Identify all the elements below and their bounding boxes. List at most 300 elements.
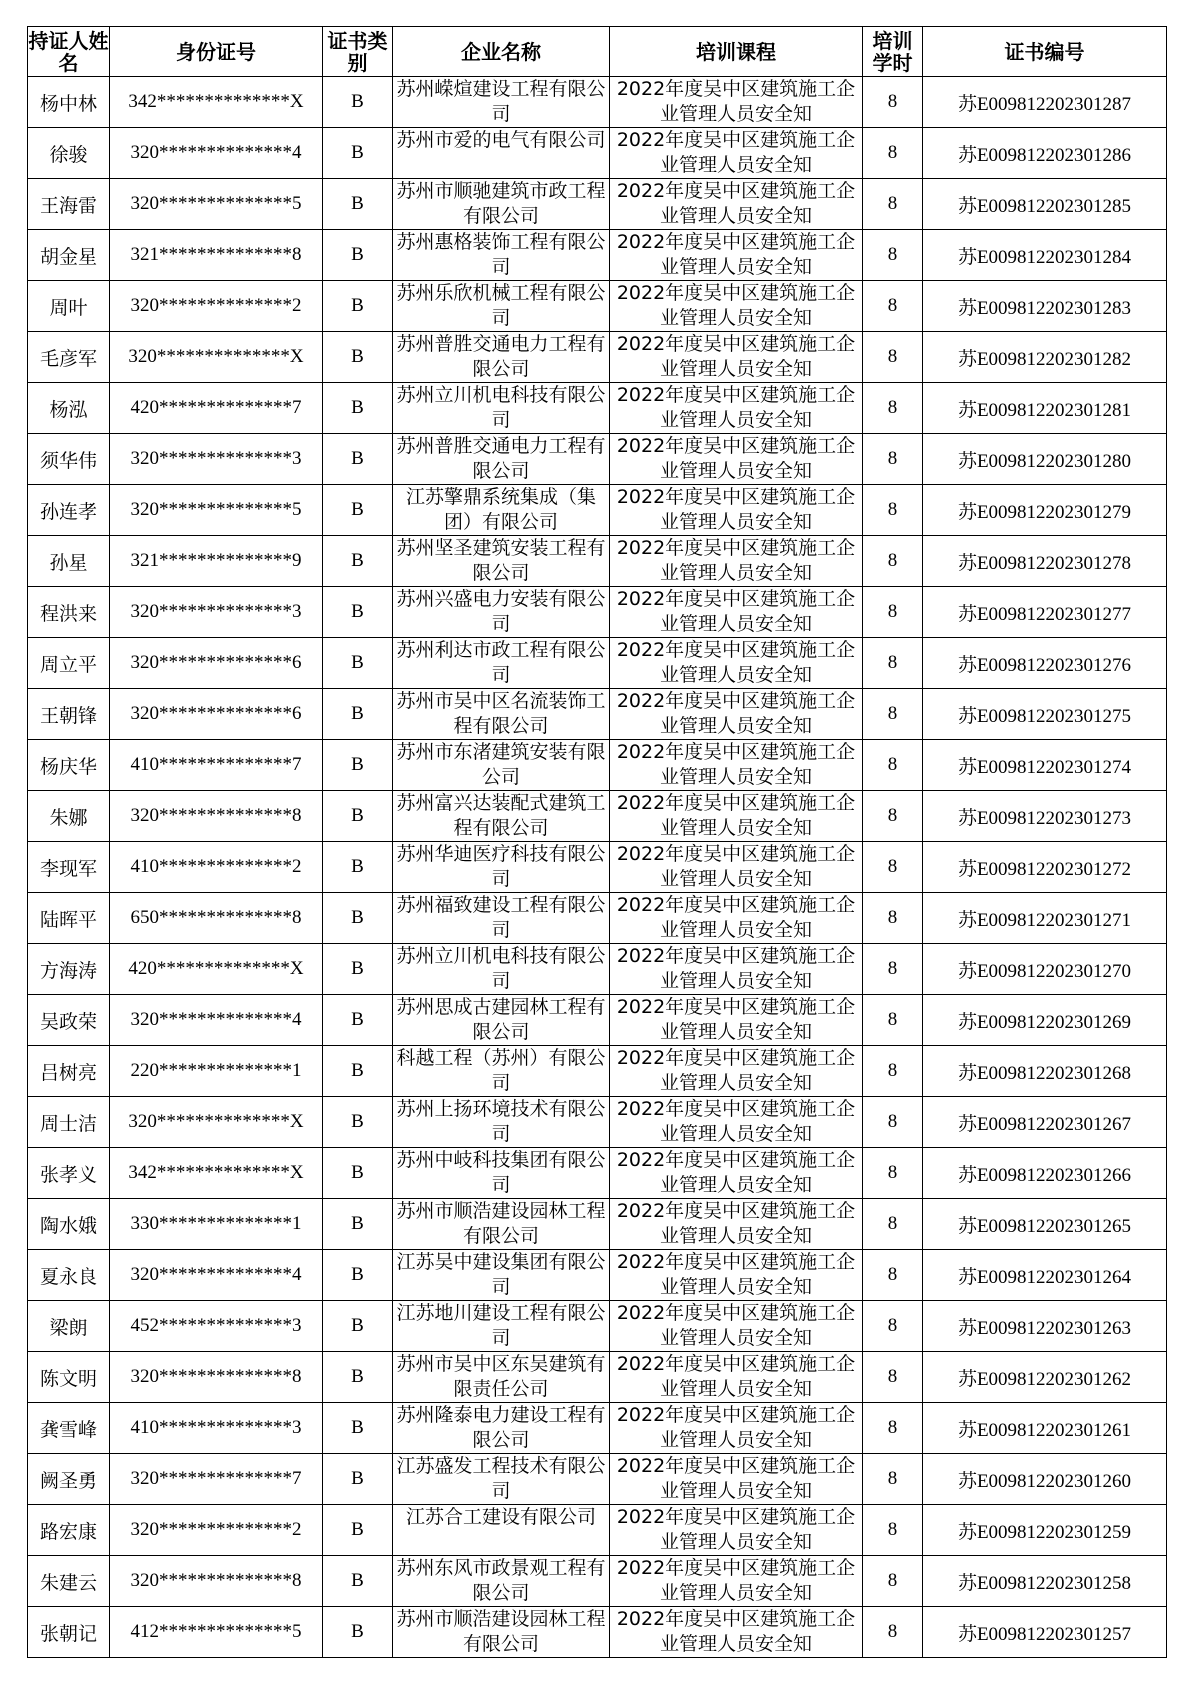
company-name: 苏州利达市政工程有限公司 <box>396 639 606 686</box>
cert-prefix: 苏 <box>957 602 977 625</box>
company-cell <box>393 1352 610 1403</box>
table-row <box>28 383 1167 434</box>
cert-type-cell: B <box>323 689 393 740</box>
hours-cell: 8 <box>863 485 923 536</box>
table-row <box>28 1250 1167 1301</box>
cert-prefix: 苏 <box>957 1316 977 1339</box>
cert-number-cell <box>923 1454 1167 1505</box>
id-number-cell: 320**************8 <box>110 1556 323 1607</box>
company-cell <box>393 434 610 485</box>
cert-number-cell <box>923 77 1167 128</box>
hours-cell: 8 <box>863 1505 923 1556</box>
company-name: 苏州富兴达装配式建筑工程有限公司 <box>396 792 606 839</box>
hours-cell: 8 <box>863 1607 923 1658</box>
cert-prefix: 苏 <box>957 1265 977 1288</box>
course-cell <box>610 128 863 179</box>
table-row <box>28 944 1167 995</box>
table-row <box>28 434 1167 485</box>
company-cell <box>393 740 610 791</box>
header-holder-name: 持证人姓名 <box>28 28 109 75</box>
company-cell <box>393 383 610 434</box>
id-number-cell: 320**************2 <box>110 281 323 332</box>
course-name: 2022年度吴中区建筑施工企业管理人员安全知 <box>616 282 856 329</box>
course-cell <box>610 434 863 485</box>
cert-type-cell: B <box>323 383 393 434</box>
cert-type-cell: B <box>323 1301 393 1352</box>
course-cell <box>610 1046 863 1097</box>
cert-prefix: 苏 <box>957 1469 977 1492</box>
cert-code: E009812202301282 <box>976 348 1132 370</box>
table-row <box>28 1352 1167 1403</box>
header-cert-type: 证书类别 <box>323 27 393 77</box>
cert-number-cell <box>923 485 1167 536</box>
company-name: 苏州立川机电科技有限公司 <box>396 945 606 992</box>
course-cell <box>610 638 863 689</box>
cert-number-cell <box>923 944 1167 995</box>
company-cell <box>393 893 610 944</box>
cert-prefix: 苏 <box>957 347 977 370</box>
hours-cell: 8 <box>863 638 923 689</box>
cert-prefix: 苏 <box>957 1112 977 1135</box>
header-row <box>28 27 1167 77</box>
cert-type-cell: B <box>323 1199 393 1250</box>
course-cell <box>610 1505 863 1556</box>
cert-code: E009812202301274 <box>976 756 1132 778</box>
id-number-cell: 320**************5 <box>110 179 323 230</box>
id-number-cell: 320**************5 <box>110 485 323 536</box>
company-cell <box>393 1301 610 1352</box>
hours-cell: 8 <box>863 1097 923 1148</box>
company-cell <box>393 485 610 536</box>
cert-number-cell <box>923 230 1167 281</box>
course-cell <box>610 536 863 587</box>
course-cell <box>610 1607 863 1658</box>
cert-code: E009812202301287 <box>976 93 1132 115</box>
hours-cell: 8 <box>863 791 923 842</box>
id-number-cell: 452**************3 <box>110 1301 323 1352</box>
course-cell <box>610 893 863 944</box>
course-cell <box>610 1148 863 1199</box>
cert-prefix: 苏 <box>957 398 977 421</box>
cert-type-cell: B <box>323 1454 393 1505</box>
header-id-number: 身份证号 <box>110 27 323 77</box>
hours-cell: 8 <box>863 842 923 893</box>
holder-name-cell: 吴政荣 <box>28 995 110 1046</box>
company-cell <box>393 1046 610 1097</box>
cert-prefix: 苏 <box>957 1418 977 1441</box>
cert-type-cell: B <box>323 332 393 383</box>
cert-number-cell <box>923 740 1167 791</box>
hours-cell: 8 <box>863 230 923 281</box>
company-cell <box>393 128 610 179</box>
hours-cell: 8 <box>863 1352 923 1403</box>
cert-code: E009812202301278 <box>976 552 1132 574</box>
cert-code: E009812202301277 <box>976 603 1132 625</box>
company-cell <box>393 995 610 1046</box>
hours-cell: 8 <box>863 281 923 332</box>
cert-number-cell <box>923 638 1167 689</box>
holder-name-cell: 阙圣勇 <box>28 1454 110 1505</box>
id-number-cell: 320**************X <box>110 1097 323 1148</box>
holder-name-cell: 胡金星 <box>28 230 110 281</box>
holder-name-cell: 梁朗 <box>28 1301 110 1352</box>
cert-prefix: 苏 <box>957 857 977 880</box>
holder-name-cell: 李现军 <box>28 842 110 893</box>
table-body <box>28 77 1167 1658</box>
hours-cell: 8 <box>863 383 923 434</box>
cert-number-cell <box>923 893 1167 944</box>
course-name: 2022年度吴中区建筑施工企业管理人员安全知 <box>616 333 856 380</box>
course-name: 2022年度吴中区建筑施工企业管理人员安全知 <box>616 1149 856 1196</box>
hours-cell: 8 <box>863 689 923 740</box>
table-row <box>28 995 1167 1046</box>
id-number-cell: 330**************1 <box>110 1199 323 1250</box>
hours-cell: 8 <box>863 740 923 791</box>
id-number-cell: 410**************3 <box>110 1403 323 1454</box>
id-number-cell: 320**************4 <box>110 128 323 179</box>
course-name: 2022年度吴中区建筑施工企业管理人员安全知 <box>616 843 856 890</box>
company-cell <box>393 1403 610 1454</box>
hours-cell: 8 <box>863 1046 923 1097</box>
company-cell <box>393 587 610 638</box>
cert-type-cell: B <box>323 434 393 485</box>
company-name: 江苏吴中建设集团有限公司 <box>396 1251 606 1298</box>
cert-prefix: 苏 <box>957 653 977 676</box>
course-cell <box>610 281 863 332</box>
course-name: 2022年度吴中区建筑施工企业管理人员安全知 <box>616 1455 856 1502</box>
course-name: 2022年度吴中区建筑施工企业管理人员安全知 <box>616 1200 856 1247</box>
course-cell <box>610 944 863 995</box>
course-name: 2022年度吴中区建筑施工企业管理人员安全知 <box>616 894 856 941</box>
cert-code: E009812202301270 <box>976 960 1132 982</box>
cert-prefix: 苏 <box>957 500 977 523</box>
table-row <box>28 1046 1167 1097</box>
course-name: 2022年度吴中区建筑施工企业管理人员安全知 <box>616 78 856 125</box>
company-name: 苏州嵘煊建设工程有限公司 <box>396 78 606 125</box>
course-cell <box>610 995 863 1046</box>
cert-type-cell: B <box>323 1046 393 1097</box>
cert-type-cell: B <box>323 77 393 128</box>
cert-code: E009812202301275 <box>976 705 1132 727</box>
holder-name-cell: 陆晖平 <box>28 893 110 944</box>
table-row <box>28 893 1167 944</box>
cert-code: E009812202301285 <box>976 195 1132 217</box>
course-cell <box>610 842 863 893</box>
cert-code: E009812202301259 <box>976 1521 1132 1543</box>
id-number-cell: 410**************2 <box>110 842 323 893</box>
table-row <box>28 1148 1167 1199</box>
company-name: 苏州中岐科技集团有限公司 <box>396 1149 606 1196</box>
cert-number-cell <box>923 128 1167 179</box>
holder-name-cell: 朱建云 <box>28 1556 110 1607</box>
hours-cell: 8 <box>863 1199 923 1250</box>
course-name: 2022年度吴中区建筑施工企业管理人员安全知 <box>616 1506 856 1553</box>
company-name: 苏州市顺驰建筑市政工程有限公司 <box>396 180 606 227</box>
id-number-cell: 320**************8 <box>110 1352 323 1403</box>
cert-number-cell <box>923 179 1167 230</box>
company-cell <box>393 689 610 740</box>
cert-code: E009812202301286 <box>976 144 1132 166</box>
company-cell <box>393 77 610 128</box>
cert-prefix: 苏 <box>957 194 977 217</box>
holder-name-cell: 王海雷 <box>28 179 110 230</box>
cert-type-cell: B <box>323 128 393 179</box>
company-name: 苏州市吴中区名流装饰工程有限公司 <box>396 690 606 737</box>
company-cell <box>393 536 610 587</box>
id-number-cell: 420**************7 <box>110 383 323 434</box>
id-number-cell: 320**************3 <box>110 587 323 638</box>
company-cell <box>393 1556 610 1607</box>
company-name: 苏州市吴中区东吴建筑有限责任公司 <box>396 1353 606 1400</box>
id-number-cell: 320**************X <box>110 332 323 383</box>
id-number-cell: 320**************4 <box>110 995 323 1046</box>
cert-type-cell: B <box>323 995 393 1046</box>
cert-prefix: 苏 <box>957 704 977 727</box>
course-name: 2022年度吴中区建筑施工企业管理人员安全知 <box>616 537 856 584</box>
company-name: 江苏擎鼎系统集成（集团）有限公司 <box>405 486 596 533</box>
company-name: 苏州隆泰电力建设工程有限公司 <box>396 1404 606 1451</box>
cert-prefix: 苏 <box>957 1010 977 1033</box>
course-cell <box>610 1454 863 1505</box>
id-number-cell: 321**************9 <box>110 536 323 587</box>
holder-name-cell: 路宏康 <box>28 1505 110 1556</box>
header-course: 培训课程 <box>610 27 863 77</box>
holder-name-cell: 龚雪峰 <box>28 1403 110 1454</box>
cert-type-cell: B <box>323 893 393 944</box>
holder-name-cell: 周士洁 <box>28 1097 110 1148</box>
cert-code: E009812202301280 <box>976 450 1132 472</box>
cert-number-cell <box>923 689 1167 740</box>
table-row <box>28 740 1167 791</box>
cert-type-cell: B <box>323 1403 393 1454</box>
table-row <box>28 1403 1167 1454</box>
company-cell <box>393 1148 610 1199</box>
cert-number-cell <box>923 1556 1167 1607</box>
company-name: 苏州上扬环境技术有限公司 <box>396 1098 606 1145</box>
cert-prefix: 苏 <box>957 92 977 115</box>
table-row <box>28 689 1167 740</box>
course-name: 2022年度吴中区建筑施工企业管理人员安全知 <box>616 588 856 635</box>
table-row <box>28 536 1167 587</box>
company-name: 苏州市顺浩建设园林工程有限公司 <box>396 1200 606 1247</box>
course-cell <box>610 1556 863 1607</box>
cert-prefix: 苏 <box>957 1571 977 1594</box>
table-row <box>28 128 1167 179</box>
holder-name-cell: 孙星 <box>28 536 110 587</box>
company-cell <box>393 179 610 230</box>
cert-number-cell <box>923 587 1167 638</box>
cert-prefix: 苏 <box>957 908 977 931</box>
company-name: 苏州普胜交通电力工程有限公司 <box>396 435 606 482</box>
course-cell <box>610 587 863 638</box>
company-name: 江苏合工建设有限公司 <box>405 1506 596 1528</box>
cert-prefix: 苏 <box>957 296 977 319</box>
cert-code: E009812202301268 <box>976 1062 1132 1084</box>
holder-name-cell: 方海涛 <box>28 944 110 995</box>
company-name: 苏州坚圣建筑安装工程有限公司 <box>396 537 606 584</box>
cert-prefix: 苏 <box>957 806 977 829</box>
course-cell <box>610 1097 863 1148</box>
hours-cell: 8 <box>863 995 923 1046</box>
course-name: 2022年度吴中区建筑施工企业管理人员安全知 <box>616 945 856 992</box>
cert-code: E009812202301257 <box>976 1623 1132 1645</box>
company-cell <box>393 638 610 689</box>
cert-code: E009812202301258 <box>976 1572 1132 1594</box>
hours-cell: 8 <box>863 1301 923 1352</box>
hours-cell: 8 <box>863 1250 923 1301</box>
id-number-cell: 650**************8 <box>110 893 323 944</box>
course-name: 2022年度吴中区建筑施工企业管理人员安全知 <box>616 1608 856 1655</box>
cert-code: E009812202301262 <box>976 1368 1132 1390</box>
company-name: 苏州东风市政景观工程有限公司 <box>396 1557 606 1604</box>
course-name: 2022年度吴中区建筑施工企业管理人员安全知 <box>616 231 856 278</box>
course-name: 2022年度吴中区建筑施工企业管理人员安全知 <box>616 1098 856 1145</box>
company-name: 苏州立川机电科技有限公司 <box>396 384 606 431</box>
id-number-cell: 320**************7 <box>110 1454 323 1505</box>
course-cell <box>610 485 863 536</box>
holder-name-cell: 朱娜 <box>28 791 110 842</box>
cert-prefix: 苏 <box>957 1061 977 1084</box>
holder-name-cell: 陶水娥 <box>28 1199 110 1250</box>
cert-code: E009812202301283 <box>976 297 1132 319</box>
hours-cell: 8 <box>863 944 923 995</box>
course-cell <box>610 689 863 740</box>
id-number-cell: 420**************X <box>110 944 323 995</box>
course-cell <box>610 332 863 383</box>
company-name: 苏州市东渚建筑安装有限公司 <box>396 741 606 788</box>
hours-cell: 8 <box>863 434 923 485</box>
company-name: 苏州市爱的电气有限公司 <box>396 129 606 151</box>
course-cell <box>610 791 863 842</box>
cert-type-cell: B <box>323 1148 393 1199</box>
holder-name-cell: 毛彦军 <box>28 332 110 383</box>
table-row <box>28 281 1167 332</box>
hours-cell: 8 <box>863 1556 923 1607</box>
company-cell <box>393 944 610 995</box>
cert-number-cell <box>923 1148 1167 1199</box>
id-number-cell: 320**************8 <box>110 791 323 842</box>
course-name: 2022年度吴中区建筑施工企业管理人员安全知 <box>616 1251 856 1298</box>
cert-number-cell <box>923 1046 1167 1097</box>
company-name: 苏州思成古建园林工程有限公司 <box>396 996 606 1043</box>
holder-name-cell: 程洪来 <box>28 587 110 638</box>
cert-prefix: 苏 <box>957 551 977 574</box>
id-number-cell: 220**************1 <box>110 1046 323 1097</box>
cert-code: E009812202301269 <box>976 1011 1132 1033</box>
cert-code: E009812202301273 <box>976 807 1132 829</box>
hours-cell: 8 <box>863 1403 923 1454</box>
id-number-cell: 320**************4 <box>110 1250 323 1301</box>
course-cell <box>610 1199 863 1250</box>
holder-name-cell: 张朝记 <box>28 1607 110 1658</box>
company-name: 苏州乐欣机械工程有限公司 <box>396 282 606 329</box>
cert-number-cell <box>923 842 1167 893</box>
cert-type-cell: B <box>323 1607 393 1658</box>
cert-prefix: 苏 <box>957 1367 977 1390</box>
course-name: 2022年度吴中区建筑施工企业管理人员安全知 <box>616 1353 856 1400</box>
cert-number-cell <box>923 281 1167 332</box>
cert-type-cell: B <box>323 179 393 230</box>
cert-code: E009812202301284 <box>976 246 1132 268</box>
company-cell <box>393 1607 610 1658</box>
cert-number-cell <box>923 536 1167 587</box>
cert-number-cell <box>923 791 1167 842</box>
certificate-table <box>27 26 1167 1658</box>
hours-cell: 8 <box>863 77 923 128</box>
cert-type-cell: B <box>323 1250 393 1301</box>
holder-name-cell: 吕树亮 <box>28 1046 110 1097</box>
cert-code: E009812202301261 <box>976 1419 1132 1441</box>
id-number-cell: 412**************5 <box>110 1607 323 1658</box>
course-cell <box>610 230 863 281</box>
holder-name-cell: 周叶 <box>28 281 110 332</box>
cert-type-cell: B <box>323 1556 393 1607</box>
table-row <box>28 1607 1167 1658</box>
course-cell <box>610 383 863 434</box>
cert-prefix: 苏 <box>957 1622 977 1645</box>
cert-type-cell: B <box>323 485 393 536</box>
id-number-cell: 342**************X <box>110 1148 323 1199</box>
cert-number-cell <box>923 1352 1167 1403</box>
cert-number-cell <box>923 1301 1167 1352</box>
company-cell <box>393 281 610 332</box>
cert-type-cell: B <box>323 281 393 332</box>
cert-number-cell <box>923 434 1167 485</box>
company-name: 苏州福致建设工程有限公司 <box>396 894 606 941</box>
table-row <box>28 179 1167 230</box>
course-name: 2022年度吴中区建筑施工企业管理人员安全知 <box>616 384 856 431</box>
header-hours: 培训学时 <box>863 27 923 77</box>
id-number-cell: 321**************8 <box>110 230 323 281</box>
table-row <box>28 1556 1167 1607</box>
cert-type-cell: B <box>323 740 393 791</box>
cert-number-cell <box>923 995 1167 1046</box>
cert-code: E009812202301279 <box>976 501 1132 523</box>
course-cell <box>610 740 863 791</box>
cert-type-cell: B <box>323 944 393 995</box>
table-row <box>28 1505 1167 1556</box>
cert-code: E009812202301264 <box>976 1266 1132 1288</box>
cert-prefix: 苏 <box>957 1163 977 1186</box>
cert-type-cell: B <box>323 1505 393 1556</box>
cert-number-cell <box>923 1097 1167 1148</box>
company-cell <box>393 230 610 281</box>
cert-code: E009812202301276 <box>976 654 1132 676</box>
cert-number-cell <box>923 1607 1167 1658</box>
holder-name-cell: 杨泓 <box>28 383 110 434</box>
id-number-cell: 410**************7 <box>110 740 323 791</box>
company-cell <box>393 1454 610 1505</box>
company-name: 苏州市顺浩建设园林工程有限公司 <box>396 1608 606 1655</box>
course-name: 2022年度吴中区建筑施工企业管理人员安全知 <box>616 996 856 1043</box>
cert-prefix: 苏 <box>957 143 977 166</box>
header-cert-number: 证书编号 <box>923 27 1167 77</box>
cert-code: E009812202301263 <box>976 1317 1132 1339</box>
course-cell <box>610 77 863 128</box>
cert-number-cell <box>923 1199 1167 1250</box>
company-name: 江苏地川建设工程有限公司 <box>396 1302 606 1349</box>
cert-prefix: 苏 <box>957 755 977 778</box>
table-row <box>28 485 1167 536</box>
company-cell <box>393 1097 610 1148</box>
cert-code: E009812202301271 <box>976 909 1132 931</box>
table-row <box>28 842 1167 893</box>
holder-name-cell: 张孝义 <box>28 1148 110 1199</box>
company-cell <box>393 1199 610 1250</box>
cert-type-cell: B <box>323 536 393 587</box>
id-number-cell: 320**************2 <box>110 1505 323 1556</box>
course-name: 2022年度吴中区建筑施工企业管理人员安全知 <box>616 1047 856 1094</box>
